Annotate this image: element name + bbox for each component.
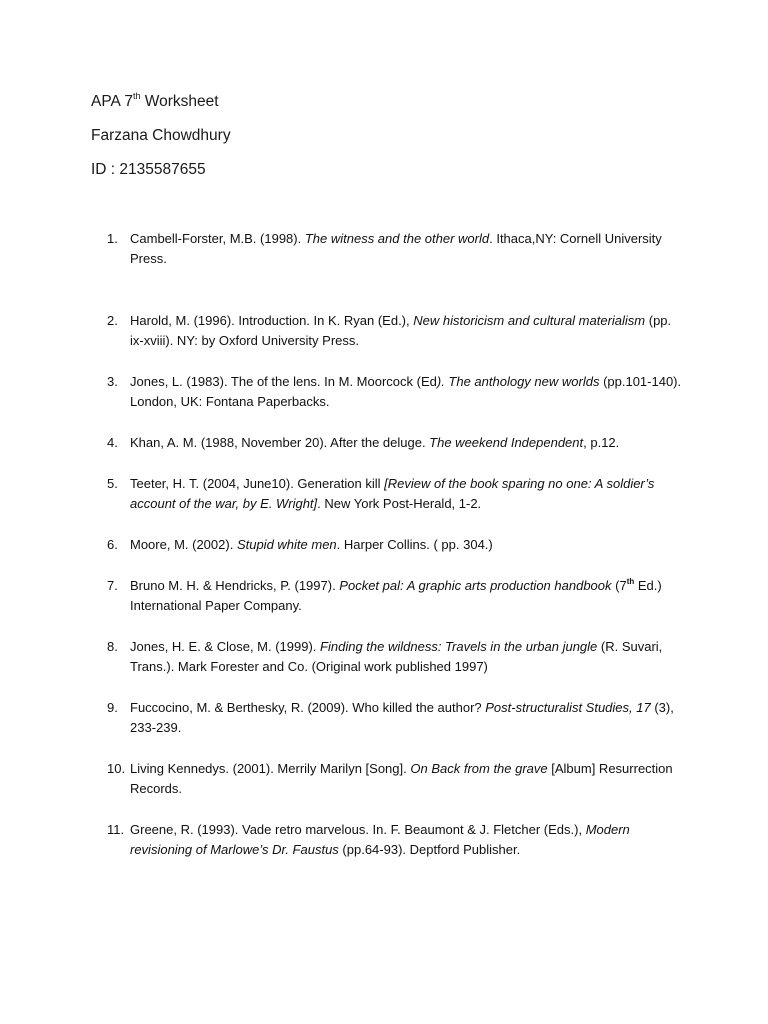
reference-text: Jones, L. (1983). The of the lens. In M. Moorcock (Ed [130,374,437,389]
reference-text: Greene, R. (1993). Vade retro marvelous. In. F. Beaumont & J. Fletcher (Eds.), [130,822,586,837]
reference-number: 11. [107,822,125,837]
reference-item [107,698,682,738]
reference-item [107,311,682,351]
reference-italic-text: New historicism and cultural materialism [413,313,646,328]
reference-text: (7 [611,578,627,593]
reference-italic-text: ). The anthology new worlds [436,374,600,389]
reference-italic-text: Pocket pal: A graphic arts production handbook [339,578,612,593]
reference-number: 6. [107,537,118,552]
reference-text: . Harper Collins. ( pp. 304.) [336,537,493,552]
reference-text: (pp.64-93). Deptford Publisher. [338,842,521,857]
reference-number: 3. [107,374,118,389]
author-name: Farzana Chowdhury [91,127,231,144]
title-superscript: th [132,91,141,101]
reference-italic-text: Post-structuralist Studies, 17 [485,700,651,715]
reference-text: Ed.) International Paper Company. [130,578,662,613]
reference-number: 8. [107,639,118,654]
reference-text: Jones, H. E. & Close, M. (1999). [130,639,321,654]
reference-item [107,576,682,616]
reference-text: Harold, M. (1996). Introduction. In K. Ryan (Ed.), [130,313,414,328]
document-header [91,92,231,194]
reference-text: Moore, M. (2002). [130,537,237,552]
reference-text: Fuccocino, M. & Berthesky, R. (2009). Who killed the author? [130,700,486,715]
reference-text: Bruno M. H. & Hendricks, P. (1997). [130,578,340,593]
reference-number: 10. [107,761,126,776]
worksheet-title [91,92,231,126]
reference-number: 2. [107,313,118,328]
reference-italic-text: On Back from the grave [410,761,548,776]
reference-superscript: th [626,577,635,586]
reference-text: (pp.101-140). London, UK: Fontana Paperbacks. [130,374,682,409]
reference-item [107,637,682,677]
reference-item [107,229,682,269]
reference-item [107,474,682,514]
reference-italic-text: The weekend Independent [429,435,584,450]
title-suffix: Worksheet [140,93,219,110]
title-prefix: APA 7 [91,93,133,110]
reference-item [107,535,682,555]
reference-number: 7. [107,578,118,593]
reference-text: Khan, A. M. (1988, November 20). After the deluge. [130,435,430,450]
reference-text: . New York Post-Herald, 1-2. [317,496,482,511]
reference-italic-text: Finding the wildness: Travels in the urban jungle [320,639,598,654]
reference-italic-text: [Review of the book sparing no one: A soldier’s account of the war, by E. Wright] [130,476,655,511]
reference-italic-text: The witness and the other world [304,231,490,246]
reference-text: . Ithaca,NY: Cornell University Press. [130,231,662,266]
reference-list [107,229,682,881]
reference-item [107,433,682,453]
reference-number: 1. [107,231,118,246]
reference-italic-text: Modern revisioning of Marlowe’s Dr. Faustus [130,822,630,857]
reference-item [107,372,682,412]
student-id: ID : 2135587655 [91,161,206,178]
reference-text: , p.12. [583,435,620,450]
reference-text: [Album] Resurrection Records. [130,761,673,796]
reference-italic-text: Stupid white men [236,537,337,552]
reference-text: Teeter, H. T. (2004, June10). Generation kill [130,476,385,491]
reference-item [107,759,682,799]
reference-number: 5. [107,476,118,491]
reference-item [107,820,682,860]
reference-text: Living Kennedys. (2001). Merrily Marilyn [Song]. [130,761,411,776]
reference-text: (pp. ix-xviii). NY: by Oxford University Press. [130,313,672,348]
reference-text: (3), 233-239. [130,700,674,735]
reference-number: 9. [107,700,118,715]
reference-number: 4. [107,435,118,450]
reference-text: (R. Suvari, Trans.). Mark Forester and Co. (Original work published 1997) [130,639,663,674]
reference-text: Cambell-Forster, M.B. (1998). [130,231,305,246]
